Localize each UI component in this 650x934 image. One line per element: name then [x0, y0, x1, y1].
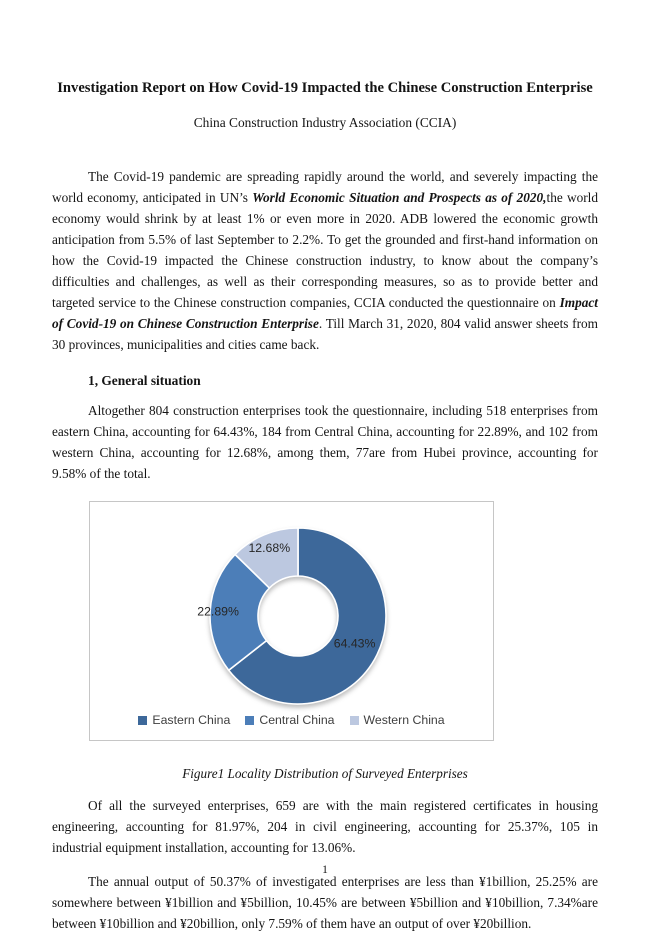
chart-legend — [90, 713, 493, 727]
general-situation-paragraph: Altogether 804 construction enterprises took the questionnaire, including 518 enterprises from eastern China, accounting for 64.43%, 184 from Central China, accounting for 22.89%, and 102 from western China, accounting for 12.68%, among them, 77are from Hubei province, accounting for 9.58% of the total. — [52, 403, 598, 482]
body-text: The Covid-19 pandemic are spreading rapidly around the world, and severely impacting the world economy, anticipated in UN’s — [52, 169, 598, 206]
report-subtitle: China Construction Industry Association (CCIA) — [193, 115, 457, 131]
legend-label: Eastern China — [152, 713, 231, 728]
page-title: Investigation Report on How Covid-19 Impacted the Chinese Construction Enterprise — [57, 80, 593, 96]
legend-swatch-icon — [350, 716, 359, 725]
donut-chart — [90, 502, 493, 740]
annual-output-paragraph: The annual output of 50.37% of investigated enterprises are less than ¥1billion, 25.25% are somewhere between ¥1billion and ¥5billion, 10.45% are between ¥5billion and ¥10billion, 7.34%are between ¥10billion and ¥20billion, only 7.59% of them have an output of over ¥20billion. — [52, 874, 598, 932]
legend-item-eastern-china — [138, 713, 230, 727]
legend-label: Central China — [259, 713, 335, 728]
emphasized-text: Impact of Covid-19 on Chinese Construction Enterprise — [52, 295, 598, 332]
slice-data-label: 64.43% — [333, 636, 376, 651]
body-text: . Till March 31, 2020, 804 valid answer sheets from 30 provinces, municipalities and cities came back. — [52, 316, 599, 353]
figure-caption: Figure1 Locality Distribution of Surveyed Enterprises — [182, 766, 468, 782]
donut-chart-figure — [89, 501, 494, 741]
legend-item-central-china — [245, 713, 334, 727]
page-number: 1 — [322, 864, 328, 876]
legend-swatch-icon — [138, 716, 147, 725]
section-heading-general-situation: 1, General situation — [88, 373, 201, 389]
slice-data-label: 22.89% — [197, 604, 239, 619]
emphasized-text: World Economic Situation and Prospects as of 2020, — [252, 190, 547, 206]
legend-label: Western China — [363, 713, 445, 728]
body-text: the world economy would shrink by at least 1% or even more in 2020. ADB lowered the economic growth anticipation from 5.5% of last September to 2.2%. To get the grounded and first-hand information on how the Covid-19 impacted the Chinese construction industry, to know about the company’s difficulties and challenges, as well as their corresponding measures, so as to provide better and targeted service to the Chinese construction companies, CCIA conducted the questionnaire on — [52, 190, 599, 311]
certificates-paragraph: Of all the surveyed enterprises, 659 are with the main registered certificates in housing engineering, accounting for 81.97%, 204 in civil engineering, accounting for 25.37%, 105 in industrial equipment installation, accounting for 13.06%. — [52, 798, 598, 856]
legend-swatch-icon — [245, 716, 254, 725]
legend-item-western-china — [350, 713, 445, 727]
intro-paragraph — [52, 166, 598, 355]
slice-data-label: 12.68% — [248, 540, 291, 555]
